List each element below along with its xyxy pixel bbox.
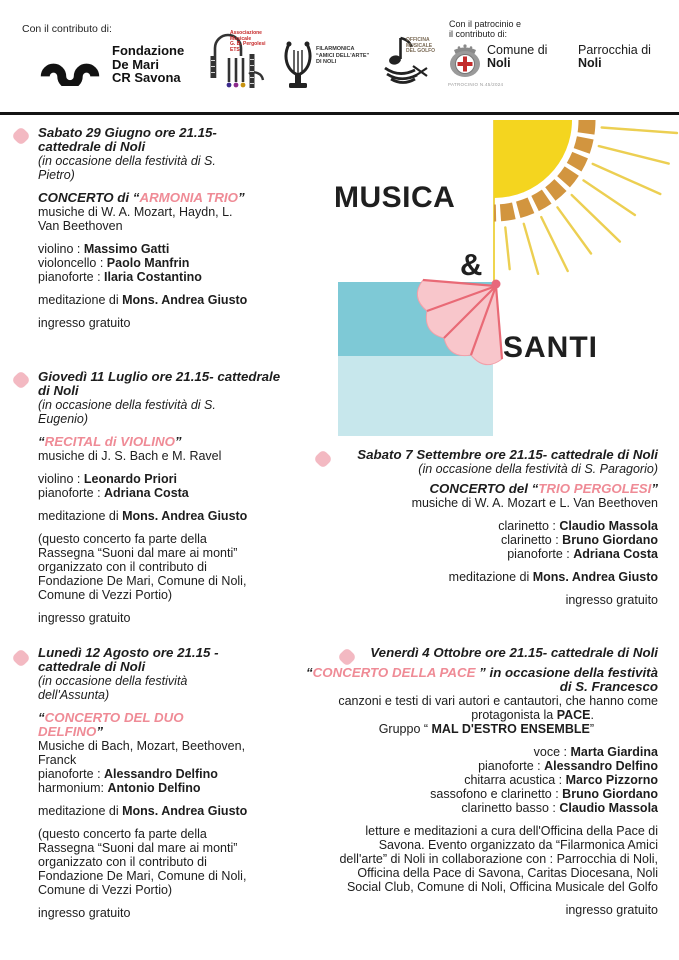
text-line	[38, 855, 318, 869]
patrocinio-caption: PATROCINIO N.45/2024	[448, 82, 504, 87]
text-segment: ”	[589, 722, 594, 736]
text-segment: PACE	[556, 708, 591, 722]
text-line	[38, 546, 318, 560]
text-segment: Venerdì 4 Ottobre ore 21.15- cattedrale di Noli	[370, 645, 658, 660]
text-segment: letture e meditazioni a cura dell'Officina della Pace di	[365, 824, 658, 838]
text-line	[38, 660, 318, 674]
text-line	[38, 795, 318, 804]
text-line	[300, 496, 658, 510]
text-segment: CONCERTO di “	[38, 190, 140, 205]
text-segment: clarinetto basso :	[461, 801, 560, 815]
text-segment: Giovedì 11 Luglio ore 21.15- cattedrale	[38, 369, 281, 384]
officina-name	[406, 38, 435, 55]
comune-noli-name	[487, 44, 547, 70]
text-segment: protagonista la	[471, 708, 557, 722]
text-segment: cattedrale di Noli	[38, 659, 146, 674]
filarmonica-name	[316, 46, 369, 66]
comune-line: Noli	[487, 56, 511, 70]
event-bullet-icon	[11, 126, 31, 146]
text-segment: pianoforte :	[478, 759, 545, 773]
filarmonica-lyre-icon	[283, 40, 313, 94]
text-segment: (in occasione della festività di S.	[38, 398, 216, 412]
comune-noli-crest-icon	[448, 40, 482, 80]
fondazione-wave-icon	[28, 42, 112, 86]
text-line	[38, 412, 318, 426]
text-segment: “	[38, 434, 45, 449]
artwork-ampersand: &	[460, 247, 483, 282]
text-segment: Leonardo Priori	[83, 472, 177, 486]
text-segment: Bruno Giordano	[562, 533, 658, 547]
text-segment: Sabato 7 Settembre ore 21.15- cattedrale di Noli	[357, 447, 658, 462]
text-line	[38, 284, 318, 293]
text-line	[298, 824, 658, 838]
text-segment: .	[590, 708, 594, 722]
text-segment: Lunedì 12 Agosto ore 21.15 -	[38, 645, 219, 660]
text-line	[300, 547, 658, 561]
text-segment: RECITAL di VIOLINO	[44, 434, 175, 449]
text-line	[38, 818, 318, 827]
text-line	[38, 688, 318, 702]
text-line	[38, 906, 318, 920]
text-segment: organizzato con il contributo di	[38, 855, 207, 869]
text-segment: di S. Francesco	[559, 679, 658, 694]
text-segment: musiche di J. S. Bach e M. Ravel	[38, 449, 222, 463]
text-line	[38, 574, 318, 588]
text-segment: clarinetto :	[501, 533, 563, 547]
concert-block-7-settembre	[300, 448, 658, 607]
text-line	[298, 694, 658, 708]
text-line	[38, 435, 318, 449]
text-segment: Comune di Vezzi Portio)	[38, 588, 173, 602]
text-segment: meditazione di	[38, 293, 123, 307]
text-line	[298, 894, 658, 903]
text-line	[38, 270, 318, 284]
text-segment: ”	[174, 434, 182, 449]
associazione-line: Musicale	[230, 35, 252, 42]
text-segment: organizzato con il contributo di	[38, 560, 207, 574]
fondazione-line: De Mari	[112, 56, 159, 72]
text-line	[38, 384, 318, 398]
text-segment: (questo concerto fa parte della	[38, 827, 207, 841]
text-segment: dell'Assunta)	[38, 688, 110, 702]
text-segment: Officina della Pace di Savona, Caritas Diocesana, Noli	[357, 866, 658, 880]
officina-line: DEL GOLFO	[406, 48, 436, 54]
text-line	[38, 739, 318, 753]
text-line	[298, 708, 658, 722]
text-segment: pianoforte :	[38, 270, 105, 284]
text-segment: Alessandro Delfino	[544, 759, 658, 773]
text-line	[38, 883, 318, 897]
text-line	[300, 561, 658, 570]
text-segment: Adriana Costa	[104, 486, 189, 500]
text-segment: Mons. Andrea Giusto	[122, 804, 248, 818]
text-line	[300, 570, 658, 584]
patrocinio-line: Con il patrocinio e	[449, 19, 522, 29]
text-segment: clarinetto :	[498, 519, 560, 533]
text-segment: Fondazione De Mari, Comune di Noli,	[38, 869, 247, 883]
text-line	[298, 745, 658, 759]
text-segment: meditazione di	[38, 509, 123, 523]
text-line	[38, 532, 318, 546]
text-segment: chitarra acustica :	[464, 773, 566, 787]
text-line	[298, 880, 658, 894]
text-segment: Pietro)	[38, 168, 75, 182]
text-line	[38, 897, 318, 906]
text-line	[298, 666, 658, 680]
parrocchia-line: Noli	[578, 56, 602, 70]
text-line	[298, 773, 658, 787]
text-segment: Massimo Gatti	[83, 242, 170, 256]
text-segment: Rassegna “Suoni dal mare ai monti”	[38, 841, 238, 855]
text-line	[38, 316, 318, 330]
event-bullet-icon	[11, 648, 31, 668]
text-segment: CONCERTO del “	[429, 481, 539, 496]
text-segment: Paolo Manfrin	[106, 256, 190, 270]
text-segment: Alessandro Delfino	[104, 767, 218, 781]
text-line	[38, 523, 318, 532]
text-line	[38, 560, 318, 574]
musica-santi-artwork	[330, 114, 679, 448]
event-bullet-icon	[11, 370, 31, 390]
text-line	[38, 753, 318, 767]
text-line	[38, 509, 318, 523]
artwork-title-santi: SANTI	[503, 331, 598, 364]
concert-block-11-luglio	[38, 370, 318, 625]
text-segment: (in occasione della festività di S. Paragorio)	[418, 462, 658, 476]
text-line	[38, 869, 318, 883]
text-segment: ” in occasione della festività	[479, 665, 658, 680]
text-segment: Mons. Andrea Giusto	[122, 293, 248, 307]
text-segment: TRIO PERGOLESI	[538, 481, 652, 496]
text-line	[38, 233, 318, 242]
text-line	[38, 486, 318, 500]
text-line	[38, 674, 318, 688]
text-line	[298, 646, 658, 660]
text-segment: ingresso gratuito	[38, 316, 131, 330]
text-line	[38, 154, 318, 168]
text-line	[298, 866, 658, 880]
text-line	[298, 815, 658, 824]
text-segment: canzoni e testi di vari autori e cantautori, che hanno come	[338, 694, 658, 708]
text-line	[38, 841, 318, 855]
text-line	[298, 838, 658, 852]
text-segment: Comune di Vezzi Portio)	[38, 883, 173, 897]
text-line	[300, 533, 658, 547]
text-line	[300, 519, 658, 533]
parrocchia-name	[578, 44, 651, 70]
text-segment: Eugenio)	[38, 412, 89, 426]
text-line	[298, 722, 658, 736]
text-segment: Marta Giardina	[570, 745, 658, 759]
text-line	[38, 307, 318, 316]
text-segment: “	[306, 665, 313, 680]
text-segment: pianoforte :	[38, 486, 105, 500]
fondazione-line: CR Savona	[112, 70, 181, 85]
text-segment: ”	[237, 190, 245, 205]
text-segment: Claudio Massola	[559, 519, 658, 533]
text-segment: Rassegna “Suoni dal mare ai monti”	[38, 546, 238, 560]
text-segment: DELFINO	[38, 724, 97, 739]
text-segment: CONCERTO DEL DUO	[44, 710, 184, 725]
associazione-line: Associazione	[230, 30, 262, 36]
text-line	[38, 500, 318, 509]
text-segment: (in occasione della festività	[38, 674, 188, 688]
text-line	[38, 205, 318, 219]
fondazione-line: Fondazione	[112, 43, 185, 58]
text-line	[38, 140, 318, 154]
text-segment: Antonio Delfino	[107, 781, 201, 795]
text-line	[38, 588, 318, 602]
text-line	[38, 256, 318, 270]
text-segment: violoncello :	[38, 256, 107, 270]
text-segment: Fondazione De Mari, Comune di Noli,	[38, 574, 247, 588]
text-line	[300, 462, 658, 476]
text-segment: Adriana Costa	[573, 547, 658, 561]
text-line	[300, 510, 658, 519]
text-line	[38, 711, 318, 725]
patrocinio-line: il contributo di:	[449, 29, 508, 39]
artwork-title-musica: MUSICA	[334, 181, 456, 214]
text-line	[38, 827, 318, 841]
text-line	[298, 801, 658, 815]
concert-block-12-agosto	[38, 646, 318, 920]
text-segment: (in occasione della festività di S.	[38, 154, 216, 168]
text-segment: Mons. Andrea Giusto	[532, 570, 658, 584]
filarmonica-line: DI NOLI	[316, 59, 337, 65]
text-segment: meditazione di	[38, 804, 123, 818]
text-line	[38, 191, 318, 205]
text-line	[298, 852, 658, 866]
parrocchia-line: Parrocchia di	[578, 43, 651, 57]
text-segment: meditazione di	[448, 570, 533, 584]
text-segment: Marco Pizzorno	[565, 773, 658, 787]
concert-block-29-giugno	[38, 126, 318, 330]
text-segment: musiche di W. A. Mozart e L. Van Beethoven	[411, 496, 658, 510]
text-line	[298, 759, 658, 773]
associazione-line: G. B. Pergolesi	[230, 41, 266, 47]
text-segment: pianoforte :	[507, 547, 574, 561]
text-segment: CONCERTO DELLA PACE	[312, 665, 480, 680]
text-line	[38, 168, 318, 182]
text-segment: di Noli	[38, 383, 79, 398]
officina-line: OFFICINA	[406, 37, 430, 43]
contributo-label: Con il contributo di:	[22, 23, 112, 35]
officina-line: MUSICALE	[406, 42, 433, 49]
text-segment: Claudio Massola	[559, 801, 658, 815]
text-line	[300, 584, 658, 593]
text-line	[38, 602, 318, 611]
text-segment: ingresso gratuito	[38, 906, 131, 920]
text-segment: violino :	[38, 472, 84, 486]
text-segment: MAL D'ESTRO ENSEMBLE	[431, 722, 590, 736]
text-segment: ”	[651, 481, 658, 496]
text-line	[38, 725, 318, 739]
text-segment: Van Beethoven	[38, 219, 123, 233]
text-line	[298, 680, 658, 694]
text-line	[38, 781, 318, 795]
text-line	[38, 472, 318, 486]
fondazione-name	[112, 44, 184, 85]
text-segment: voce :	[533, 745, 571, 759]
text-segment: ARMONIA TRIO	[139, 190, 238, 205]
text-line	[38, 646, 318, 660]
associazione-name	[230, 31, 266, 53]
text-segment: Mons. Andrea Giusto	[122, 509, 248, 523]
text-segment: ingresso gratuito	[38, 611, 131, 625]
text-segment: Franck	[38, 753, 77, 767]
text-segment: Social Club, Comune di Noli, Officina Musicale del Golfo	[346, 880, 658, 894]
text-segment: musiche di W. A. Mozart, Haydn, L.	[38, 205, 233, 219]
text-line	[298, 736, 658, 745]
text-segment: Ilaria Costantino	[104, 270, 202, 284]
text-segment: sassofono e clarinetto :	[430, 787, 563, 801]
text-line	[38, 126, 318, 140]
text-segment: harmonium:	[38, 781, 108, 795]
text-line	[38, 293, 318, 307]
comune-line: Comune di	[487, 43, 548, 57]
text-line	[300, 482, 658, 496]
text-line	[300, 593, 658, 607]
text-segment: “	[38, 710, 45, 725]
text-segment: Musiche di Bach, Mozart, Beethoven,	[38, 739, 246, 753]
text-segment: Gruppo “	[378, 722, 432, 736]
text-segment: Savona. Evento organizzato da “Filarmonica Amici	[378, 838, 658, 852]
text-line	[38, 767, 318, 781]
text-segment: cattedrale di Noli	[38, 139, 146, 154]
text-segment: pianoforte :	[38, 767, 105, 781]
text-segment: Sabato 29 Giugno ore 21.15-	[38, 125, 217, 140]
text-line	[298, 903, 658, 917]
text-segment: ingresso gratuito	[565, 903, 658, 917]
text-line	[38, 370, 318, 384]
text-line	[38, 463, 318, 472]
text-segment: ”	[96, 724, 104, 739]
text-segment: ingresso gratuito	[565, 593, 658, 607]
text-line	[298, 787, 658, 801]
text-segment: (questo concerto fa parte della	[38, 532, 207, 546]
text-line	[38, 242, 318, 256]
text-line	[38, 398, 318, 412]
text-segment: dell'arte” di Noli in collaborazione con : Parrocchia di Noli,	[339, 852, 658, 866]
text-segment: Bruno Giordano	[562, 787, 658, 801]
associazione-line: ETS	[230, 46, 240, 53]
concert-block-4-ottobre	[298, 646, 658, 917]
text-line	[38, 219, 318, 233]
text-segment: violino :	[38, 242, 84, 256]
text-line	[38, 611, 318, 625]
filarmonica-line: FILARMONICA	[316, 46, 355, 52]
filarmonica-line: “AMICI DELL'ARTE”	[316, 52, 370, 59]
text-line	[38, 449, 318, 463]
text-line	[38, 804, 318, 818]
text-line	[300, 448, 658, 462]
patrocinio-label	[449, 19, 521, 39]
